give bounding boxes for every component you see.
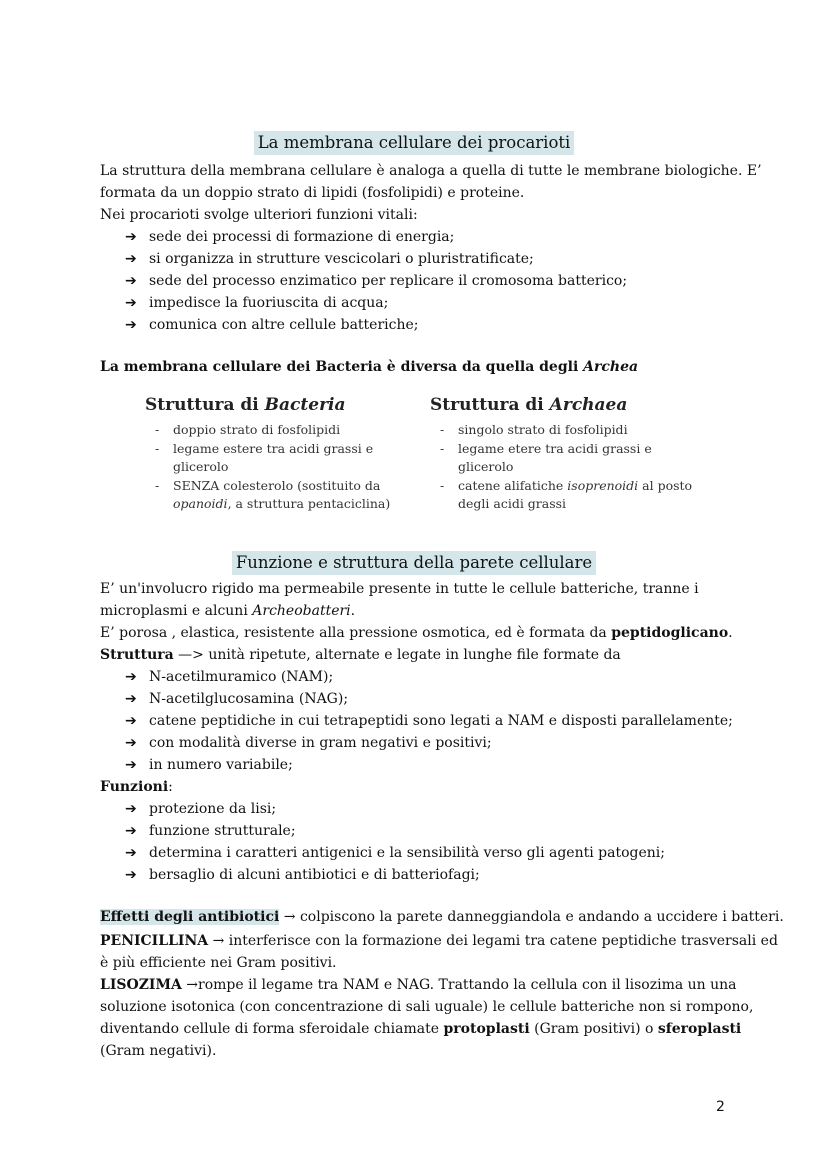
- bold-term: peptidoglicano: [611, 625, 729, 641]
- bold-label: Funzioni: [100, 779, 169, 795]
- title-prefix: Struttura di: [430, 395, 544, 415]
- paragraph-line: è più efficiente nei Gram positivi.: [100, 955, 337, 971]
- arrow-icon: ➔: [125, 757, 137, 773]
- section-title-cell-wall: Funzione e struttura della parete cellulare: [232, 551, 596, 575]
- paragraph-line: soluzione isotonica (con concentrazione di sali uguale) le cellule batteriche non si rompono,: [100, 999, 754, 1015]
- arrow-icon: ➔: [125, 317, 137, 333]
- item-text: , a struttura pentaciclina): [227, 496, 391, 511]
- text: .: [350, 603, 356, 619]
- paragraph-line: [100, 974, 737, 996]
- list-item: [125, 666, 333, 688]
- section-title-wrapper: [0, 131, 828, 155]
- dash-icon: -: [155, 422, 160, 437]
- italic-term: Archeobatteri: [252, 603, 351, 619]
- italic-term: opanoidi: [173, 496, 228, 511]
- bacteria-item: glicerolo: [173, 459, 229, 474]
- text: microplasmi e alcuni: [100, 603, 248, 619]
- list-item-text: catene peptidiche in cui tetrapeptidi sono legati a NAM e disposti parallelamente;: [149, 713, 733, 729]
- title-prefix: Struttura di: [145, 395, 259, 415]
- title-italic: Bacteria: [264, 395, 346, 415]
- dash-icon: -: [440, 478, 445, 493]
- text: (Gram positivi) o: [534, 1021, 654, 1037]
- paragraph-line: [100, 600, 355, 622]
- bacteria-item: legame estere tra acidi grassi e: [173, 441, 374, 456]
- arrow-icon: ➔: [125, 295, 137, 311]
- arrow-icon: ➔: [125, 691, 137, 707]
- paragraph-line: [100, 776, 173, 798]
- arrow-icon: ➔: [125, 251, 137, 267]
- arrow-icon: ➔: [125, 867, 137, 883]
- list-item-text: impedisce la fuoriuscita di acqua;: [149, 295, 389, 311]
- paragraph-line: [100, 906, 784, 928]
- comparison-heading: [100, 356, 638, 378]
- archaea-item: legame etere tra acidi grassi e: [458, 441, 652, 456]
- archaea-item: degli acidi grassi: [458, 496, 567, 511]
- dash-icon: -: [155, 478, 160, 493]
- paragraph-line: [100, 622, 733, 644]
- section-title-wrapper: [0, 551, 828, 575]
- list-item: [125, 798, 276, 820]
- arrow-icon: ➔: [125, 735, 137, 751]
- arrow-icon: ➔: [125, 823, 137, 839]
- paragraph-line: Nei procarioti svolge ulteriori funzioni vitali:: [100, 207, 418, 223]
- list-item: [125, 864, 480, 886]
- list-item-text: in numero variabile;: [149, 757, 293, 773]
- text: :: [168, 779, 173, 795]
- bacteria-item: SENZA colesterolo (sostituito da: [173, 478, 381, 493]
- text: diventando cellule di forma sferoidale chiamate: [100, 1021, 440, 1037]
- title-italic: Archaea: [549, 395, 628, 415]
- paragraph-line: La struttura della membrana cellulare è analoga a quella di tutte le membrane biologiche. E’: [100, 163, 762, 179]
- paragraph-line: [100, 644, 621, 666]
- paragraph-line: [100, 1018, 741, 1040]
- list-item-text: con modalità diverse in gram negativi e positivi;: [149, 735, 492, 751]
- list-item-text: sede dei processi di formazione di energia;: [149, 229, 455, 245]
- item-text: al posto: [642, 478, 693, 493]
- archaea-item: [458, 476, 692, 495]
- list-item-text: funzione strutturale;: [149, 823, 296, 839]
- arrow-icon: ➔: [125, 669, 137, 685]
- list-item-text: N-acetilmuramico (NAM);: [149, 669, 334, 685]
- list-item: [125, 292, 388, 314]
- list-item: [125, 270, 627, 292]
- dash-icon: -: [440, 422, 445, 437]
- list-item-text: bersaglio di alcuni antibiotici e di batteriofagi;: [149, 867, 480, 883]
- bold-term: sferoplasti: [657, 1021, 742, 1037]
- paragraph-line: formata da un doppio strato di lipidi (fosfolipidi) e proteine.: [100, 185, 525, 201]
- bacteria-item: [173, 494, 390, 513]
- bold-label: Struttura: [100, 647, 174, 663]
- item-text: catene alifatiche: [458, 478, 564, 493]
- paragraph-line: (Gram negativi).: [100, 1043, 217, 1059]
- dash-icon: -: [440, 441, 445, 456]
- arrow-icon: ➔: [125, 273, 137, 289]
- bold-term: protoplasti: [443, 1021, 530, 1037]
- list-item: [125, 248, 534, 270]
- italic-term: isoprenoidi: [567, 478, 639, 493]
- arrow-icon: ➔: [125, 713, 137, 729]
- comparison-heading-italic: Archea: [583, 359, 639, 375]
- highlighted-label: Effetti degli antibiotici: [100, 909, 280, 925]
- list-item: [125, 732, 492, 754]
- list-item-text: sede del processo enzimatico per replicare il cromosoma batterico;: [149, 273, 628, 289]
- text: → colpiscono la parete danneggiandola e andando a uccidere i batteri.: [283, 909, 784, 925]
- arrow-icon: ➔: [125, 229, 137, 245]
- text: .: [728, 625, 733, 641]
- paragraph-line: [100, 930, 778, 952]
- arrow-icon: ➔: [125, 801, 137, 817]
- archaea-column-title: [430, 395, 627, 415]
- archaea-item: singolo strato di fosfolipidi: [458, 422, 628, 437]
- section-title-membrane: La membrana cellulare dei procarioti: [254, 131, 575, 155]
- list-item: [125, 842, 665, 864]
- comparison-heading-text: La membrana cellulare dei Bacteria è diversa da quella degli: [100, 359, 579, 375]
- list-item-text: protezione da lisi;: [149, 801, 277, 817]
- list-item: [125, 226, 454, 248]
- list-item: [125, 710, 733, 732]
- list-item-text: comunica con altre cellule batteriche;: [149, 317, 419, 333]
- dash-icon: -: [155, 441, 160, 456]
- list-item-text: determina i caratteri antigenici e la sensibilità verso gli agenti patogeni;: [149, 845, 665, 861]
- paragraph-line: E’ un'involucro rigido ma permeabile presente in tutte le cellule batteriche, tranne i: [100, 581, 699, 597]
- archaea-item: glicerolo: [458, 459, 514, 474]
- bold-label: LISOZIMA: [100, 977, 182, 993]
- text: E’ porosa , elastica, resistente alla pressione osmotica, ed è formata da: [100, 625, 607, 641]
- text: →rompe il legame tra NAM e NAG. Trattando la cellula con il lisozima un una: [186, 977, 737, 993]
- list-item: [125, 820, 296, 842]
- list-item: [125, 754, 293, 776]
- arrow-icon: ➔: [125, 845, 137, 861]
- bacteria-column-title: [145, 395, 346, 415]
- list-item: [125, 314, 419, 336]
- text: → interferisce con la formazione dei legami tra catene peptidiche trasversali ed: [212, 933, 778, 949]
- list-item: [125, 688, 348, 710]
- list-item-text: N-acetilglucosamina (NAG);: [149, 691, 349, 707]
- page-number: 2: [716, 1099, 725, 1115]
- list-item-text: si organizza in strutture vescicolari o pluristratificate;: [149, 251, 534, 267]
- bold-label: PENICILLINA: [100, 933, 209, 949]
- bacteria-item: doppio strato di fosfolipidi: [173, 422, 341, 437]
- text: —> unità ripetute, alternate e legate in lunghe file formate da: [178, 647, 621, 663]
